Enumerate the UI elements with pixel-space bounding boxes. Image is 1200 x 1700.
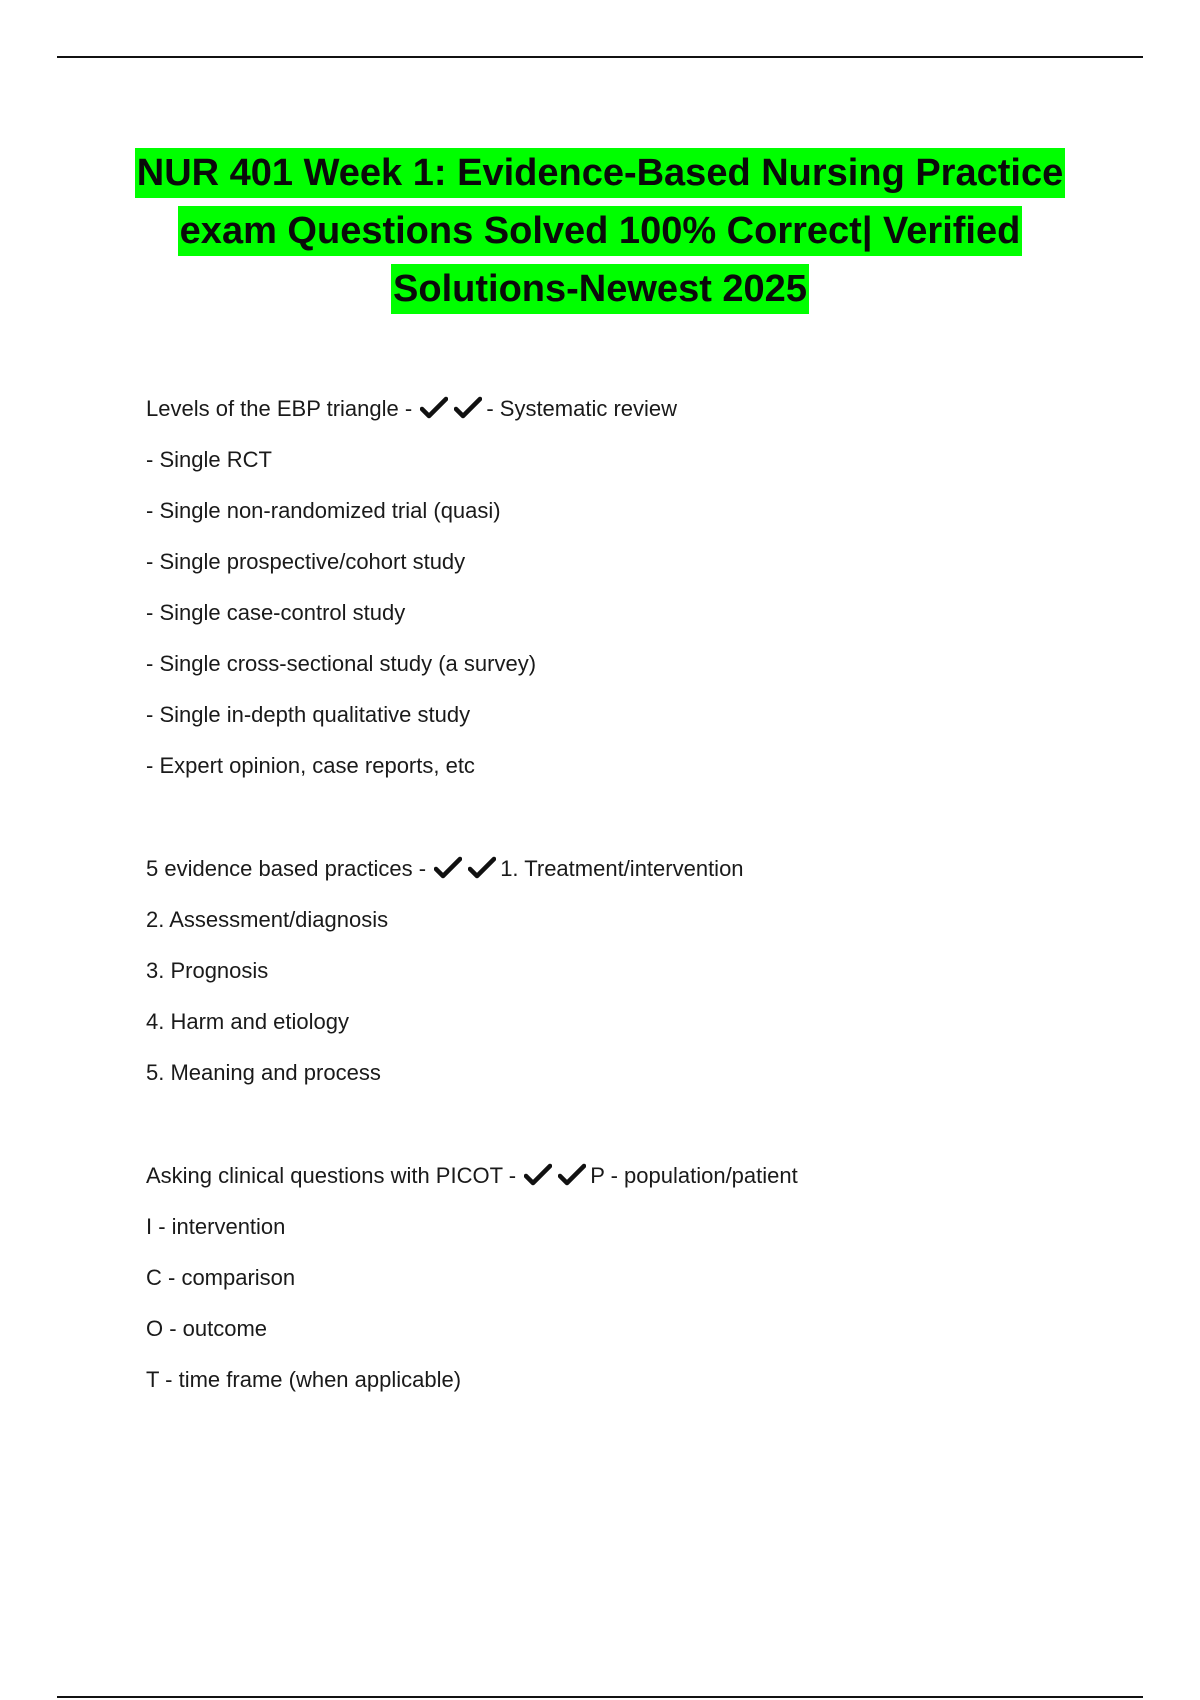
footer-rule (57, 1696, 1143, 1698)
checkmark-icon (434, 856, 462, 880)
question-line (146, 843, 1146, 894)
checkmark-icon (524, 1163, 552, 1187)
checkmark-icon (420, 396, 448, 420)
question-line (146, 1150, 1146, 1201)
answer-line: O - outcome (146, 1316, 268, 1341)
title-line-3: Solutions-Newest 2025 (391, 264, 809, 314)
answer-line: - Single prospective/cohort study (146, 549, 466, 574)
answer-start-text: P - population/patient (590, 1163, 798, 1188)
answer-line: I - intervention (146, 1214, 286, 1239)
answer-line: - Single non-randomized trial (quasi) (146, 498, 501, 523)
checkmark-icon (454, 396, 482, 420)
checkmark-icon (468, 856, 496, 880)
header-rule (57, 56, 1143, 58)
title-line-1: NUR 401 Week 1: Evidence-Based Nursing Practice (135, 148, 1065, 198)
qa-section-ebp-triangle (146, 383, 1146, 791)
question-line (146, 383, 1146, 434)
answer-line: T - time frame (when applicable) (146, 1367, 462, 1392)
answer-line: 4. Harm and etiology (146, 1009, 349, 1034)
checkmark-icon (558, 1163, 586, 1187)
answer-line: - Single case-control study (146, 600, 406, 625)
document-title (60, 144, 1140, 318)
answer-line: - Single in-depth qualitative study (146, 702, 471, 727)
answer-line: 3. Prognosis (146, 958, 269, 983)
qa-section-evidence-based-practices (146, 843, 1146, 1098)
title-line-2: exam Questions Solved 100% Correct| Verified (178, 206, 1023, 256)
question-text: Levels of the EBP triangle - (146, 396, 413, 421)
answer-start-text: - Systematic review (486, 396, 678, 421)
answer-line: - Single cross-sectional study (a survey) (146, 651, 537, 676)
question-text: 5 evidence based practices - (146, 856, 427, 881)
answer-line: - Single RCT (146, 447, 272, 472)
answer-start-text: 1. Treatment/intervention (500, 856, 744, 881)
qa-section-picot (146, 1150, 1146, 1405)
question-text: Asking clinical questions with PICOT - (146, 1163, 517, 1188)
answer-line: 5. Meaning and process (146, 1060, 381, 1085)
answer-line: - Expert opinion, case reports, etc (146, 753, 475, 778)
answer-line: C - comparison (146, 1265, 296, 1290)
answer-line: 2. Assessment/diagnosis (146, 907, 389, 932)
